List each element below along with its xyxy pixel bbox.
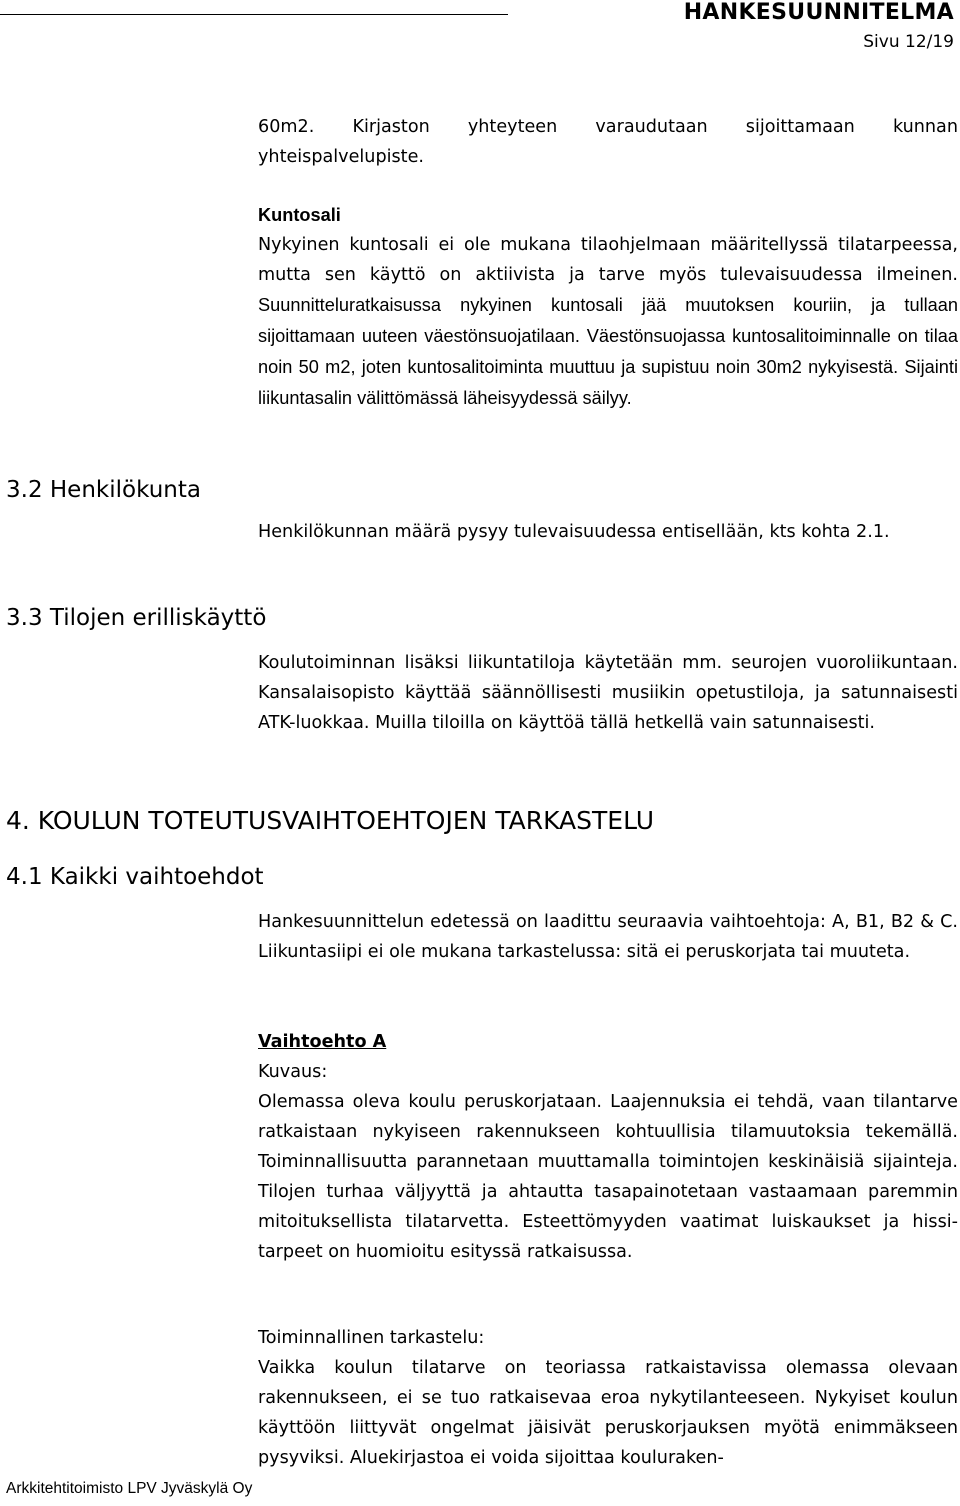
toiminnallinen-tarkastelu-section — [258, 1323, 958, 1473]
section-4-heading: 4. KOULUN TOTEUTUSVAIHTOEHTOJEN TARKASTELU — [6, 806, 655, 835]
kuntosali-section — [258, 200, 958, 414]
section-3-2-heading: 3.2 Henkilökunta — [6, 477, 201, 503]
section-3-2-text: Henkilökunnan määrä pysyy tulevaisuudessa entisellään, kts kohta 2.1. — [258, 522, 890, 542]
kuntosali-text-1: Nykyinen kuntosali ei ole mukana tilaohjelmaan määritellyssä tilatarpeessa, mutta sen käyttö on aktiivista ja tarve myös tulevaisuudessa ilmeinen. Suunnitteluratkaisussa nykyinen kuntosali jää muutoksen kouriin, ja tullaan sijoittamaan uuteen väestönsuojatilaan. Väestönsuojassa kuntosalitoiminnalle on tilaa noin 50 m2, joten kuntosalitoiminta muuttuu ja supistuu noin 30m2 nykyisestä. Sijainti liikuntasalin välittömässä läheisyydessä säilyy. — [258, 235, 958, 408]
vaihtoehto-a-title: Vaihtoehto A — [258, 1032, 387, 1052]
continued-paragraph — [258, 112, 958, 172]
footer-company: Arkkitehtitoimisto LPV Jyväskylä Oy — [6, 1480, 253, 1497]
section-3-3-heading: 3.3 Tilojen erilliskäyttö — [6, 605, 267, 631]
tarkastelu-text: Vaikka koulun tilatarve on teoriassa ratkaistavissa olemassa olevaan rakennukseen, ei se tuo ratkaisevaa eroa nykytilanteeseen. Nykyiset koulun käyttöön liittyvät ongelmat jäisivät peruskorjauksen myötä enimmäkseen pysyviksi. Aluekirjastoa ei voida sijoittaa kouluraken- — [258, 1358, 958, 1468]
section-4-1-heading: 4.1 Kaikki vaihtoehdot — [6, 864, 264, 890]
tarkastelu-label: Toiminnallinen tarkastelu: — [258, 1328, 485, 1348]
kuvaus-label: Kuvaus: — [258, 1062, 328, 1082]
paragraph-text: 60m2. Kirjaston yhteyteen varaudutaan sijoittamaan kunnan yhteispalvelupiste. — [258, 117, 958, 167]
vaihtoehto-a-section — [258, 1027, 958, 1267]
header-rule — [0, 14, 508, 15]
section-3-3-text: Koulutoiminnan lisäksi liikuntatiloja käytetään mm. seurojen vuoroliikuntaan. Kansalaisopisto käyttää säännöllisesti musiikin opetustiloja, ja satunnaisesti ATK-luokkaa. Muilla tiloilla on käyttöä tällä hetkellä vain satunnaisesti. — [258, 653, 958, 733]
section-4-1-body — [258, 907, 958, 967]
document-title: HANKESUUNNITELMA — [683, 0, 954, 25]
section-4-1-text: Hankesuunnittelun edetessä on laadittu seuraavia vaihtoehtoja: A, B1, B2 & C. Liikuntasiipi ei ole mukana tarkastelussa: sitä ei peruskorjata tai muuteta. — [258, 912, 958, 962]
page-number: Sivu 12/19 — [863, 32, 954, 52]
section-3-2-body — [258, 517, 958, 547]
kuntosali-title: Kuntosali — [258, 205, 341, 225]
kuvaus-text: Olemassa oleva koulu peruskorjataan. Laajennuksia ei tehdä, vaan tilantarve ratkaistaan nykyiseen rakennukseen kohtuullisia tilamuutoksia tekemällä. Toiminnallisuutta parannetaan muuttamalla toimintojen keskinäisiä sijainteja. Tilojen turhaa väljyyttä ja ahtautta tasapainotetaan vastaamaan paremmin mitoituksellista tilatarvetta. Esteettömyyden vaatimat luiskaukset ja hissi-tarpeet on huomioitu esityssä ratkaisussa. — [258, 1092, 958, 1262]
section-3-3-body — [258, 648, 958, 738]
